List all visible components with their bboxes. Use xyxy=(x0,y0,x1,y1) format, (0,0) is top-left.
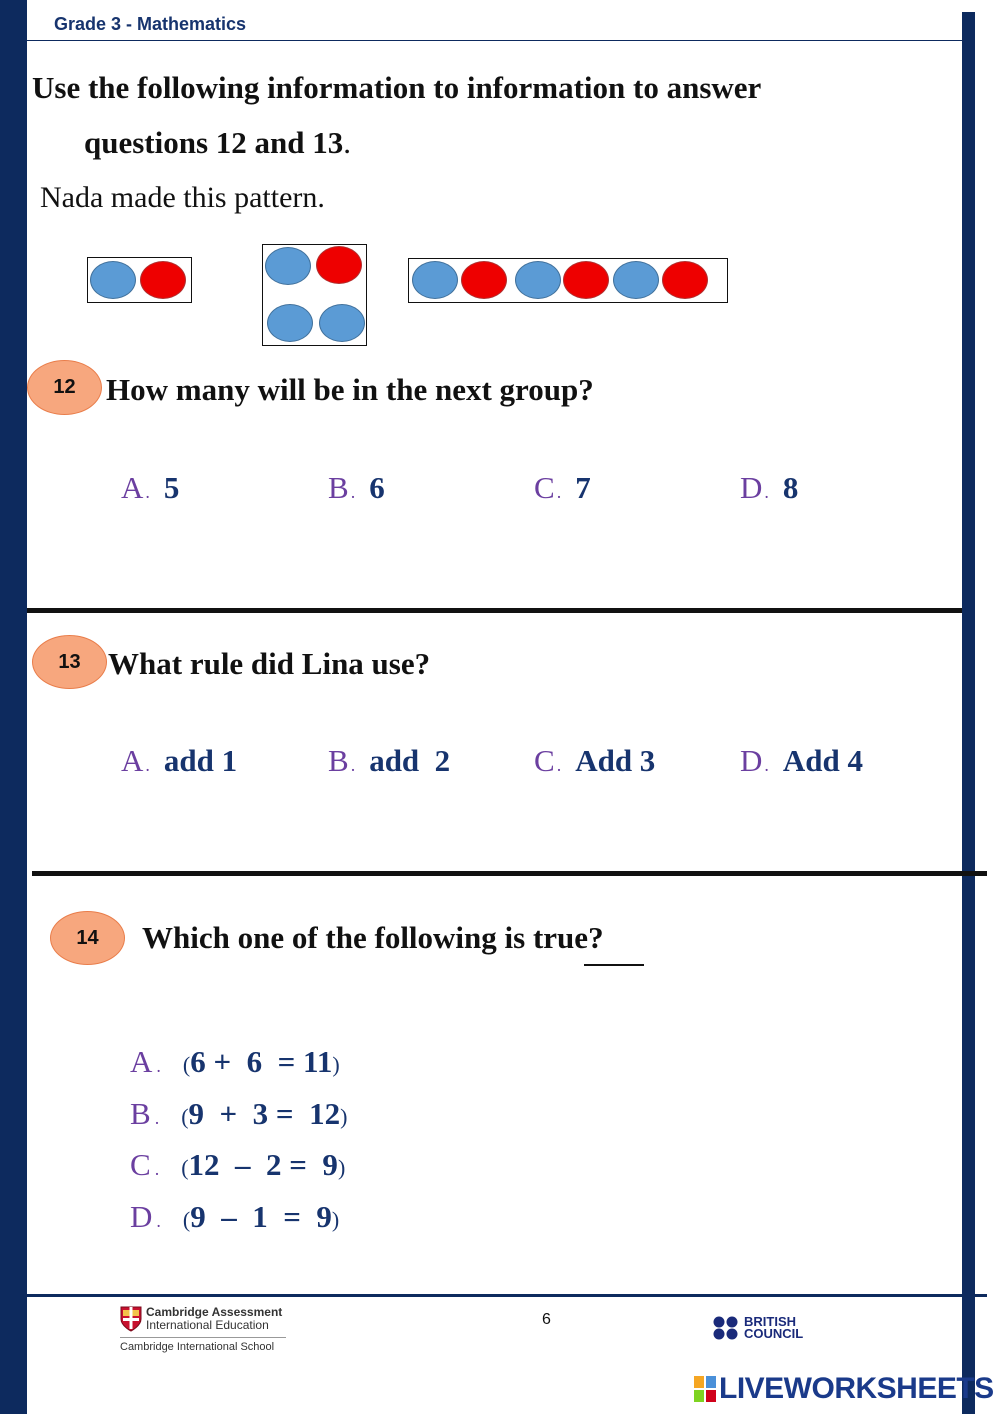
question-12-badge: 12 xyxy=(27,360,102,415)
blue-circle xyxy=(412,261,458,299)
q13-option-a[interactable]: A . add 1 xyxy=(121,743,238,778)
red-circle xyxy=(140,261,186,299)
red-circle xyxy=(316,246,362,284)
q14-option-a[interactable]: A . (6 + 6 = 11) xyxy=(130,1044,340,1079)
british-council-line-1: BRITISH xyxy=(744,1314,796,1329)
british-council-dots-icon xyxy=(713,1316,741,1340)
pattern-intro: Nada made this pattern. xyxy=(40,181,325,214)
cambridge-line-1: Cambridge Assessment xyxy=(146,1305,283,1319)
blue-circle xyxy=(613,261,659,299)
red-circle xyxy=(662,261,708,299)
instruction-line-2-period: . xyxy=(343,125,352,160)
left-border-bar xyxy=(0,0,27,1414)
pattern-group-1 xyxy=(87,257,192,303)
section-divider-2 xyxy=(32,871,987,876)
header-divider xyxy=(27,40,962,41)
true-underline xyxy=(584,964,644,966)
liveworksheets-icon xyxy=(693,1374,717,1404)
question-14-badge: 14 xyxy=(50,911,125,965)
page-number: 6 xyxy=(542,1311,551,1328)
pattern-group-3 xyxy=(408,258,728,303)
q12-option-b[interactable]: B . 6 xyxy=(328,470,385,505)
q13-option-c[interactable]: C . Add 3 xyxy=(534,743,656,778)
red-circle xyxy=(461,261,507,299)
page-header-title: Grade 3 - Mathematics xyxy=(54,14,247,34)
blue-circle xyxy=(319,304,365,342)
footer-divider xyxy=(27,1294,987,1297)
q13-option-d[interactable]: D . Add 4 xyxy=(740,743,864,778)
question-12-text: How many will be in the next group? xyxy=(106,372,594,407)
instruction-line-2-text: questions 12 and 13 xyxy=(84,125,344,160)
right-border-bar xyxy=(962,12,975,1414)
blue-circle xyxy=(265,247,311,285)
q14-option-d[interactable]: D . (9 – 1 = 9) xyxy=(130,1199,340,1234)
pattern-group-2 xyxy=(262,244,367,346)
british-council-line-2: COUNCIL xyxy=(744,1326,804,1341)
instruction-line-2 xyxy=(84,125,351,161)
q12-option-d[interactable]: D . 8 xyxy=(740,470,799,505)
cambridge-logo xyxy=(120,1306,286,1353)
blue-circle xyxy=(515,261,561,299)
instruction-line-1: Use the following information to information to answer xyxy=(32,70,762,105)
q14-option-c[interactable]: C . (12 – 2 = 9) xyxy=(130,1147,346,1182)
q13-option-b[interactable]: B . add 2 xyxy=(328,743,451,778)
q12-option-a[interactable]: A . 5 xyxy=(121,470,180,505)
blue-circle xyxy=(90,261,136,299)
underlined-true: true xyxy=(532,920,589,955)
cambridge-shield-icon xyxy=(120,1306,142,1332)
british-council-logo xyxy=(713,1316,803,1340)
section-divider-1 xyxy=(27,608,962,613)
question-13-badge: 13 xyxy=(32,635,107,689)
cambridge-line-3: Cambridge International School xyxy=(120,1341,275,1353)
question-13-text: What rule did Lina use? xyxy=(108,646,431,681)
q12-option-c[interactable]: C . 7 xyxy=(534,470,591,505)
liveworksheets-watermark[interactable] xyxy=(693,1372,994,1406)
blue-circle xyxy=(267,304,313,342)
red-circle xyxy=(563,261,609,299)
q14-option-b[interactable]: B . (9 + 3 = 12) xyxy=(130,1096,348,1131)
question-14-text: Which one of the following is true? xyxy=(142,920,604,955)
liveworksheets-text: LIVEWORKSHEETS xyxy=(719,1372,994,1405)
cambridge-line-2: International Education xyxy=(146,1318,269,1332)
